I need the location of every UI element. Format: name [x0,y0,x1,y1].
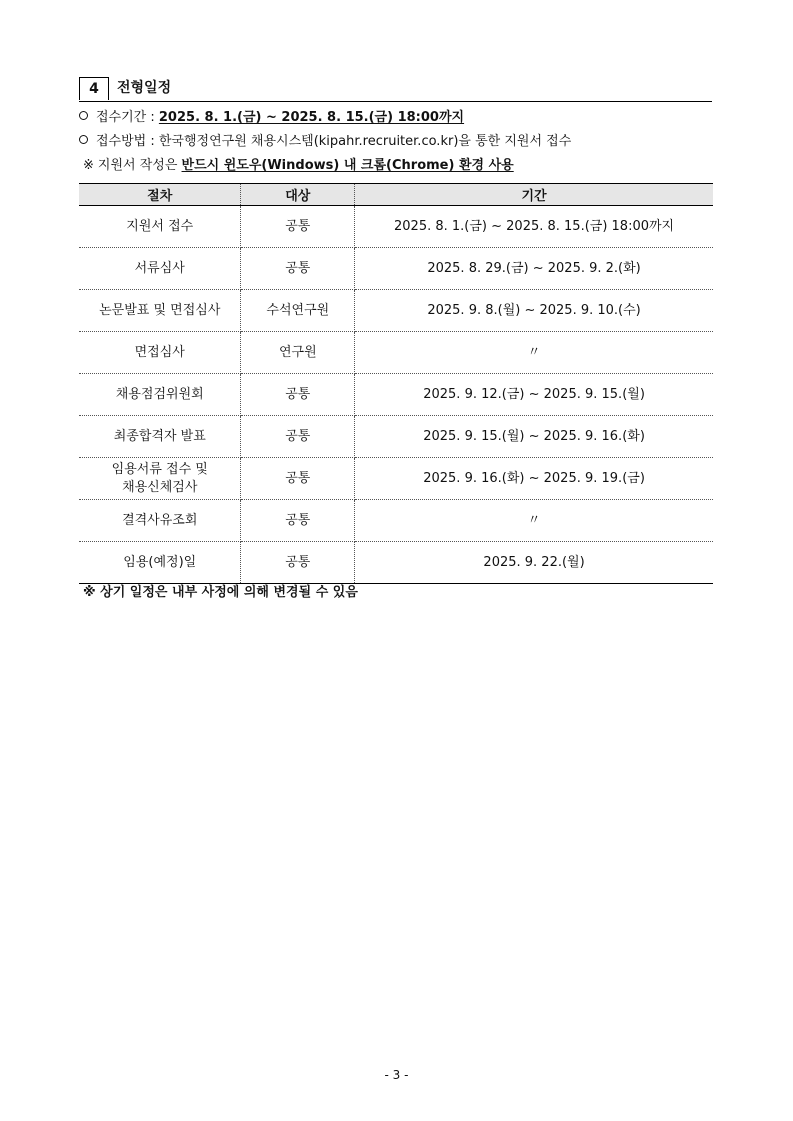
target-cell: 공통 [241,500,355,542]
step-cell: 임용서류 접수 및 채용신체검사 [79,458,241,500]
step-cell: 결격사유조회 [79,500,241,542]
period-cell: 〃 [355,500,713,542]
period-cell: 2025. 9. 22.(월) [355,542,713,584]
header-target: 대상 [241,184,355,206]
reference-mark-icon: ※ [83,158,94,173]
section-header [79,77,712,102]
header-period: 기간 [355,184,713,206]
period-cell: 2025. 9. 15.(월) ~ 2025. 9. 16.(화) [355,416,713,458]
target-cell: 연구원 [241,332,355,374]
page-number: - 3 - [384,1068,409,1082]
section-title: 전형일정 [117,80,172,96]
circle-bullet-icon [79,135,88,144]
step-cell: 임용(예정)일 [79,542,241,584]
browser-note-emphasis: 반드시 윈도우(Windows) 내 크롬(Chrome) 환경 사용 [181,158,514,173]
table-row [79,542,713,584]
table-row [79,374,713,416]
table-row [79,416,713,458]
period-cell: 2025. 8. 29.(금) ~ 2025. 9. 2.(화) [355,248,713,290]
circle-bullet-icon [79,111,88,120]
browser-note-prefix: 지원서 작성은 [97,158,182,173]
period-cell: 2025. 9. 12.(금) ~ 2025. 9. 15.(월) [355,374,713,416]
step-cell: 지원서 접수 [79,206,241,248]
section-number-box: 4 [79,77,109,100]
schedule-table [79,183,713,584]
target-cell: 수석연구원 [241,290,355,332]
target-cell: 공통 [241,248,355,290]
header-step: 절차 [79,184,241,206]
table-row [79,206,713,248]
table-header-row [79,184,713,206]
target-cell: 공통 [241,374,355,416]
step-cell: 논문발표 및 면접심사 [79,290,241,332]
period-cell: 〃 [355,332,713,374]
target-cell: 공통 [241,206,355,248]
browser-note-line [83,157,514,175]
application-method-line [79,133,571,151]
target-cell: 공통 [241,542,355,584]
period-cell: 2025. 8. 1.(금) ~ 2025. 8. 15.(금) 18:00까지 [355,206,713,248]
table-row [79,290,713,332]
step-cell: 면접심사 [79,332,241,374]
application-period-value: 2025. 8. 1.(금) ~ 2025. 8. 15.(금) 18:00까지 [158,110,465,125]
application-period-line [79,109,464,127]
application-period-label: 접수기간 : [96,110,159,125]
target-cell: 공통 [241,416,355,458]
step-cell: 채용점검위원회 [79,374,241,416]
table-row [79,248,713,290]
table-row [79,500,713,542]
target-cell: 공통 [241,458,355,500]
application-method-text: 접수방법 : 한국행정연구원 채용시스템(kipahr.recruiter.co.kr)을 통한 지원서 접수 [96,134,572,149]
step-cell: 최종합격자 발표 [79,416,241,458]
period-cell: 2025. 9. 16.(화) ~ 2025. 9. 19.(금) [355,458,713,500]
step-cell: 서류심사 [79,248,241,290]
period-cell: 2025. 9. 8.(월) ~ 2025. 9. 10.(수) [355,290,713,332]
footnote: ※ 상기 일정은 내부 사정에 의해 변경될 수 있음 [83,585,358,600]
table-row [79,458,713,500]
table-row [79,332,713,374]
